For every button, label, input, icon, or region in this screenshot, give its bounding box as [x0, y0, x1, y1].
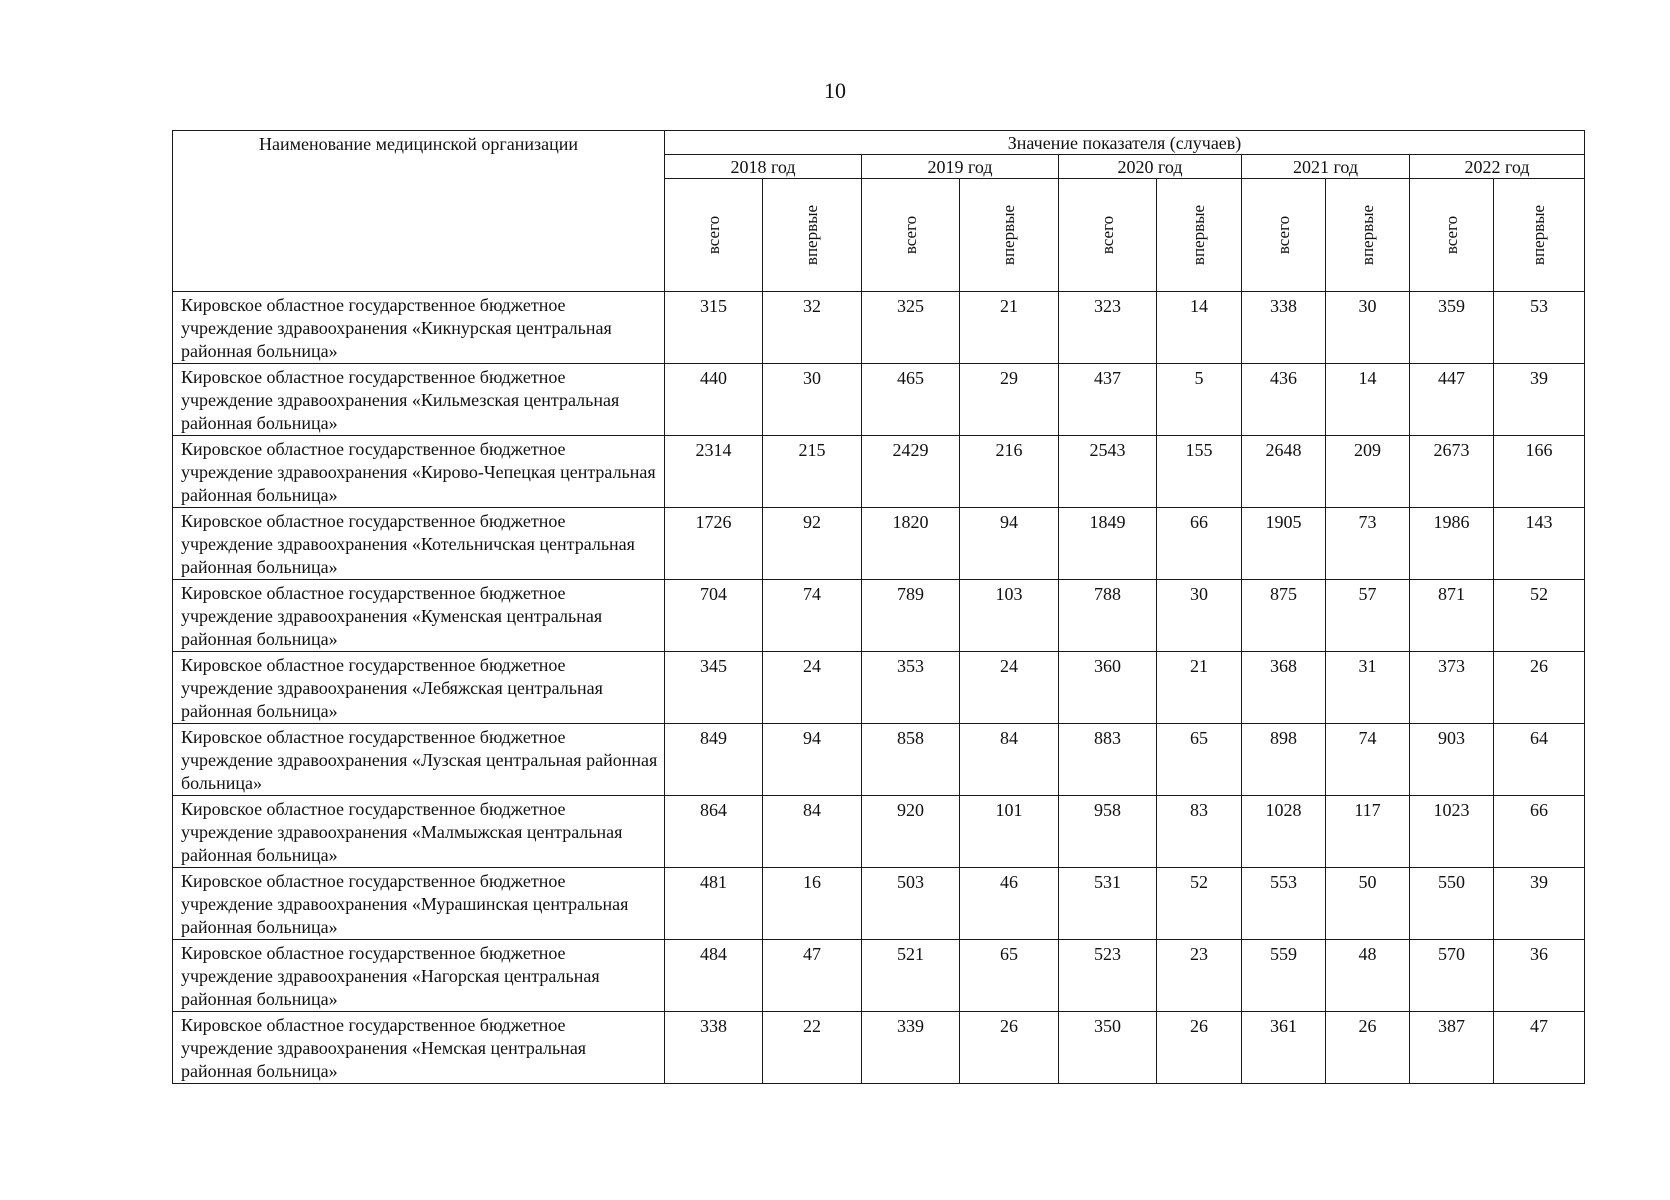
- table-row: [173, 868, 1585, 940]
- value-first-time: 66: [1494, 796, 1585, 868]
- value-first-time: 65: [960, 940, 1059, 1012]
- value-first-time: 21: [1157, 652, 1242, 724]
- header-total: [1242, 179, 1326, 292]
- value-total: 2648: [1242, 436, 1326, 508]
- value-total: 920: [862, 796, 960, 868]
- value-first-time: 29: [960, 364, 1059, 436]
- value-total: 1849: [1059, 508, 1157, 580]
- table-row: [173, 436, 1585, 508]
- value-total: 704: [665, 580, 763, 652]
- value-total: 521: [862, 940, 960, 1012]
- value-total: 550: [1410, 868, 1494, 940]
- value-first-time: 5: [1157, 364, 1242, 436]
- table-row: [173, 364, 1585, 436]
- value-total: 361: [1242, 1012, 1326, 1084]
- value-first-time: 52: [1494, 580, 1585, 652]
- header-total: [665, 179, 763, 292]
- value-first-time: 26: [1494, 652, 1585, 724]
- value-first-time: 94: [763, 724, 862, 796]
- value-first-time: 36: [1494, 940, 1585, 1012]
- value-total: 323: [1059, 292, 1157, 364]
- value-total: 465: [862, 364, 960, 436]
- value-first-time: 14: [1157, 292, 1242, 364]
- value-first-time: 26: [1326, 1012, 1410, 1084]
- value-total: 325: [862, 292, 960, 364]
- value-total: 523: [1059, 940, 1157, 1012]
- value-first-time: 31: [1326, 652, 1410, 724]
- value-total: 2314: [665, 436, 763, 508]
- value-first-time: 47: [763, 940, 862, 1012]
- organization-name: Кировское областное государственное бюджетное учреждение здравоохранения «Лузская центральная районная больница»: [173, 724, 665, 796]
- value-total: 1820: [862, 508, 960, 580]
- page-number: 10: [824, 78, 846, 103]
- header-year-2019: 2019 год: [862, 155, 1059, 179]
- table-body: [173, 292, 1585, 1084]
- table-row: [173, 724, 1585, 796]
- value-total: 2673: [1410, 436, 1494, 508]
- organization-name: Кировское областное государственное бюджетное учреждение здравоохранения «Лебяжская центральная районная больница»: [173, 652, 665, 724]
- value-total: 1986: [1410, 508, 1494, 580]
- value-first-time: 30: [1157, 580, 1242, 652]
- value-first-time: 66: [1157, 508, 1242, 580]
- value-first-time: 46: [960, 868, 1059, 940]
- value-first-time: 83: [1157, 796, 1242, 868]
- value-first-time: 64: [1494, 724, 1585, 796]
- value-first-time: 215: [763, 436, 862, 508]
- value-first-time: 24: [960, 652, 1059, 724]
- header-first-time: [960, 179, 1059, 292]
- header-total: [1059, 179, 1157, 292]
- value-first-time: 143: [1494, 508, 1585, 580]
- value-total: 387: [1410, 1012, 1494, 1084]
- value-first-time: 26: [1157, 1012, 1242, 1084]
- value-total: 1023: [1410, 796, 1494, 868]
- organization-name: Кировское областное государственное бюджетное учреждение здравоохранения «Кикнурская центральная районная больница»: [173, 292, 665, 364]
- value-first-time: 84: [763, 796, 862, 868]
- value-total: 484: [665, 940, 763, 1012]
- value-total: 359: [1410, 292, 1494, 364]
- value-total: 958: [1059, 796, 1157, 868]
- value-first-time: 14: [1326, 364, 1410, 436]
- header-first-time-label: впервые: [1529, 204, 1549, 266]
- value-total: 531: [1059, 868, 1157, 940]
- organization-name: Кировское областное государственное бюджетное учреждение здравоохранения «Кирово-Чепецкая центральная районная больница»: [173, 436, 665, 508]
- value-total: 1905: [1242, 508, 1326, 580]
- value-total: 788: [1059, 580, 1157, 652]
- header-first-time: [1326, 179, 1410, 292]
- value-first-time: 24: [763, 652, 862, 724]
- value-first-time: 48: [1326, 940, 1410, 1012]
- value-total: 875: [1242, 580, 1326, 652]
- value-total: 437: [1059, 364, 1157, 436]
- header-total-label: всего: [703, 215, 723, 255]
- value-first-time: 166: [1494, 436, 1585, 508]
- header-first-time-label: впервые: [1357, 204, 1377, 266]
- organization-name: Кировское областное государственное бюджетное учреждение здравоохранения «Куменская центральная районная больница»: [173, 580, 665, 652]
- table-row: [173, 940, 1585, 1012]
- table-row: [173, 1012, 1585, 1084]
- header-organization-name: Наименование медицинской организации: [173, 131, 665, 292]
- value-total: 373: [1410, 652, 1494, 724]
- value-total: 1726: [665, 508, 763, 580]
- organization-name: Кировское областное государственное бюджетное учреждение здравоохранения «Мурашинская центральная районная больница»: [173, 868, 665, 940]
- value-first-time: 73: [1326, 508, 1410, 580]
- value-first-time: 92: [763, 508, 862, 580]
- header-first-time-label: впервые: [1189, 204, 1208, 266]
- header-total-label: всего: [900, 215, 920, 255]
- value-first-time: 50: [1326, 868, 1410, 940]
- header-year-2021: 2021 год: [1242, 155, 1410, 179]
- value-first-time: 57: [1326, 580, 1410, 652]
- value-first-time: 103: [960, 580, 1059, 652]
- value-total: 353: [862, 652, 960, 724]
- value-total: 849: [665, 724, 763, 796]
- value-first-time: 117: [1326, 796, 1410, 868]
- value-first-time: 30: [1326, 292, 1410, 364]
- header-first-time: [1494, 179, 1585, 292]
- table-row: [173, 580, 1585, 652]
- value-first-time: 32: [763, 292, 862, 364]
- organization-name: Кировское областное государственное бюджетное учреждение здравоохранения «Кильмезская центральная районная больница»: [173, 364, 665, 436]
- header-indicator-value: Значение показателя (случаев): [665, 131, 1585, 155]
- organization-name: Кировское областное государственное бюджетное учреждение здравоохранения «Котельничская центральная районная больница»: [173, 508, 665, 580]
- value-first-time: 65: [1157, 724, 1242, 796]
- value-first-time: 216: [960, 436, 1059, 508]
- value-first-time: 84: [960, 724, 1059, 796]
- value-total: 2429: [862, 436, 960, 508]
- value-first-time: 74: [763, 580, 862, 652]
- value-total: 350: [1059, 1012, 1157, 1084]
- header-year-2018: 2018 год: [665, 155, 862, 179]
- value-total: 570: [1410, 940, 1494, 1012]
- value-total: 481: [665, 868, 763, 940]
- value-total: 883: [1059, 724, 1157, 796]
- value-total: 789: [862, 580, 960, 652]
- value-first-time: 30: [763, 364, 862, 436]
- value-first-time: 209: [1326, 436, 1410, 508]
- value-total: 338: [1242, 292, 1326, 364]
- header-total-label: всего: [1441, 215, 1461, 255]
- value-total: 871: [1410, 580, 1494, 652]
- value-first-time: 47: [1494, 1012, 1585, 1084]
- header-total-label: всего: [1273, 215, 1293, 255]
- organization-name: Кировское областное государственное бюджетное учреждение здравоохранения «Немская центральная районная больница»: [173, 1012, 665, 1084]
- value-total: 858: [862, 724, 960, 796]
- value-total: 339: [862, 1012, 960, 1084]
- value-first-time: 39: [1494, 868, 1585, 940]
- header-total-label: всего: [1097, 215, 1117, 255]
- header-first-time-label: впервые: [802, 204, 821, 266]
- value-total: 440: [665, 364, 763, 436]
- value-first-time: 74: [1326, 724, 1410, 796]
- value-total: 2543: [1059, 436, 1157, 508]
- value-total: 360: [1059, 652, 1157, 724]
- value-total: 436: [1242, 364, 1326, 436]
- value-first-time: 39: [1494, 364, 1585, 436]
- value-first-time: 26: [960, 1012, 1059, 1084]
- table-row: [173, 292, 1585, 364]
- header-first-time: [763, 179, 862, 292]
- value-first-time: 94: [960, 508, 1059, 580]
- value-total: 903: [1410, 724, 1494, 796]
- table-row: [173, 796, 1585, 868]
- header-year-2020: 2020 год: [1059, 155, 1242, 179]
- value-total: 864: [665, 796, 763, 868]
- value-first-time: 53: [1494, 292, 1585, 364]
- value-total: 338: [665, 1012, 763, 1084]
- header-year-2022: 2022 год: [1410, 155, 1585, 179]
- value-first-time: 21: [960, 292, 1059, 364]
- value-first-time: 155: [1157, 436, 1242, 508]
- value-first-time: 22: [763, 1012, 862, 1084]
- value-total: 898: [1242, 724, 1326, 796]
- organization-name: Кировское областное государственное бюджетное учреждение здравоохранения «Нагорская центральная районная больница»: [173, 940, 665, 1012]
- indicator-table: [172, 130, 1585, 1084]
- organization-name: Кировское областное государственное бюджетное учреждение здравоохранения «Малмыжская центральная районная больница»: [173, 796, 665, 868]
- value-first-time: 101: [960, 796, 1059, 868]
- table-row: [173, 652, 1585, 724]
- header-first-time-label: впервые: [999, 204, 1018, 266]
- value-first-time: 16: [763, 868, 862, 940]
- value-total: 559: [1242, 940, 1326, 1012]
- value-total: 447: [1410, 364, 1494, 436]
- header-first-time: [1157, 179, 1242, 292]
- table-row: [173, 508, 1585, 580]
- value-total: 1028: [1242, 796, 1326, 868]
- value-total: 368: [1242, 652, 1326, 724]
- value-total: 315: [665, 292, 763, 364]
- value-total: 553: [1242, 868, 1326, 940]
- value-first-time: 52: [1157, 868, 1242, 940]
- header-total: [862, 179, 960, 292]
- value-total: 503: [862, 868, 960, 940]
- value-first-time: 23: [1157, 940, 1242, 1012]
- value-total: 345: [665, 652, 763, 724]
- header-total: [1410, 179, 1494, 292]
